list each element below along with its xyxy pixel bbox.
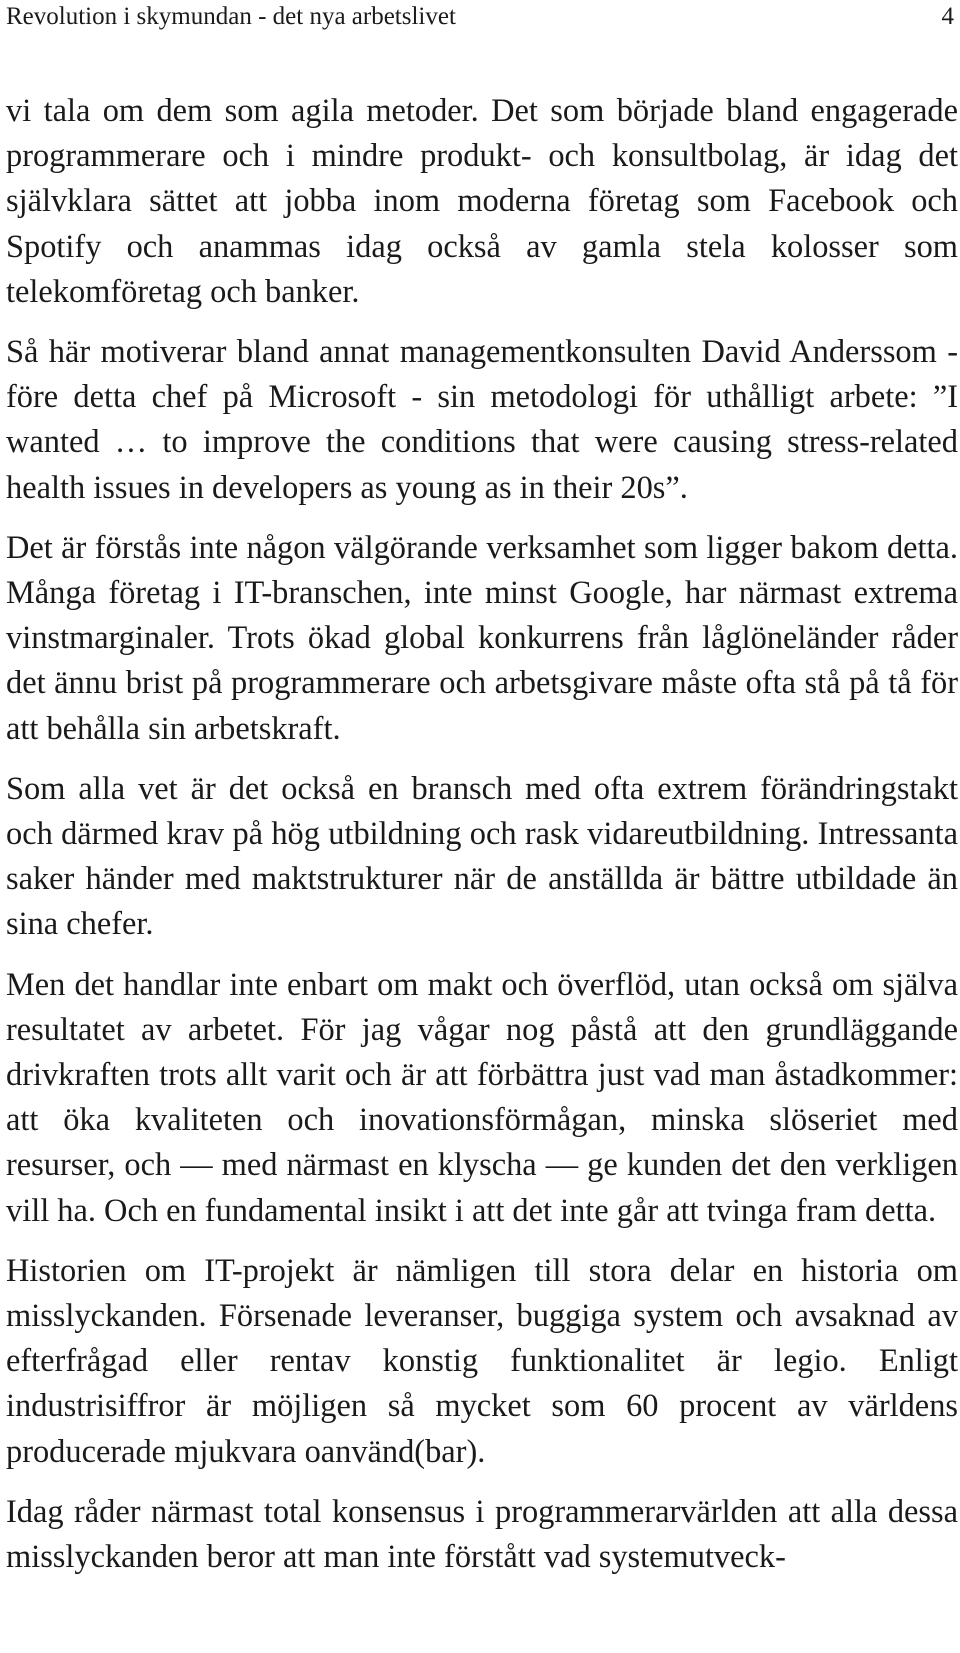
paragraph-1: vi tala om dem som agila metoder. Det som började bland engagerade programmerare och i mindre produkt- och konsultbolag, är idag det självklara sättet att jobba inom moderna företag som Facebook och Spotify och anammas idag också av gamla stela kolosser som telekomföretag och banker. — [6, 93, 958, 310]
running-header-title: Revolution i skymundan - det nya arbetslivet — [6, 3, 456, 30]
paragraph-3: Det är förstås inte någon välgörande verksamhet som ligger bakom detta. Många företag i IT-branschen, inte minst Google, har närmast extrema vinstmarginaler. Trots ökad global konkurrens från låglöneländer råder det ännu brist på programmerare och arbetsgivare måste ofta stå på tå för att behålla sin arbetskraft. — [6, 529, 958, 747]
page-number: 4 — [941, 3, 954, 30]
paragraph-5: Men det handlar inte enbart om makt och överflöd, utan också om själva resultatet av arbetet. För jag vågar nog påstå att den grundläggande drivkraften trots allt varit och är att förbättra just vad man åstadkommer: att öka kvaliteten och inovationsförmågan, minska slöseriet med resurser, och — med närmast en klyscha — ge kunden det den verkligen vill ha. Och en fundamental insikt i att det inte går att tvinga fram detta. — [6, 966, 958, 1229]
paragraph-6: Historien om IT-projekt är nämligen till stora delar en historia om misslyckanden. Försenade leveranser, buggiga system och avsaknad av efterfrågad eller rentav konstig funktionalitet är legio. Enligt industrisiffror är möjligen så mycket som 60 procent av världens producerade mjukvara oanvänd(bar). — [6, 1252, 958, 1470]
body-text — [6, 89, 958, 1580]
paragraph-4: Som alla vet är det också en bransch med ofta extrem förändringstakt och därmed krav på hög utbildning och rask vidareutbildning. Intressanta saker händer med maktstrukturer när de anställda är bättre utbildade än sina chefer. — [6, 770, 958, 943]
paragraph-7: Idag råder närmast total konsensus i programmerarvärlden att alla dessa misslyckanden beror att man inte förstått vad systemutveck- — [6, 1493, 958, 1576]
running-header — [6, 0, 954, 34]
paragraph-2: Så här motiverar bland annat managementkonsulten David Anderssom - före detta chef på Microsoft - sin metodologi för uthålligt arbete: ”I wanted … to improve the conditions that were causing stress-related health issues in developers as young as in their 20s”. — [6, 334, 958, 506]
